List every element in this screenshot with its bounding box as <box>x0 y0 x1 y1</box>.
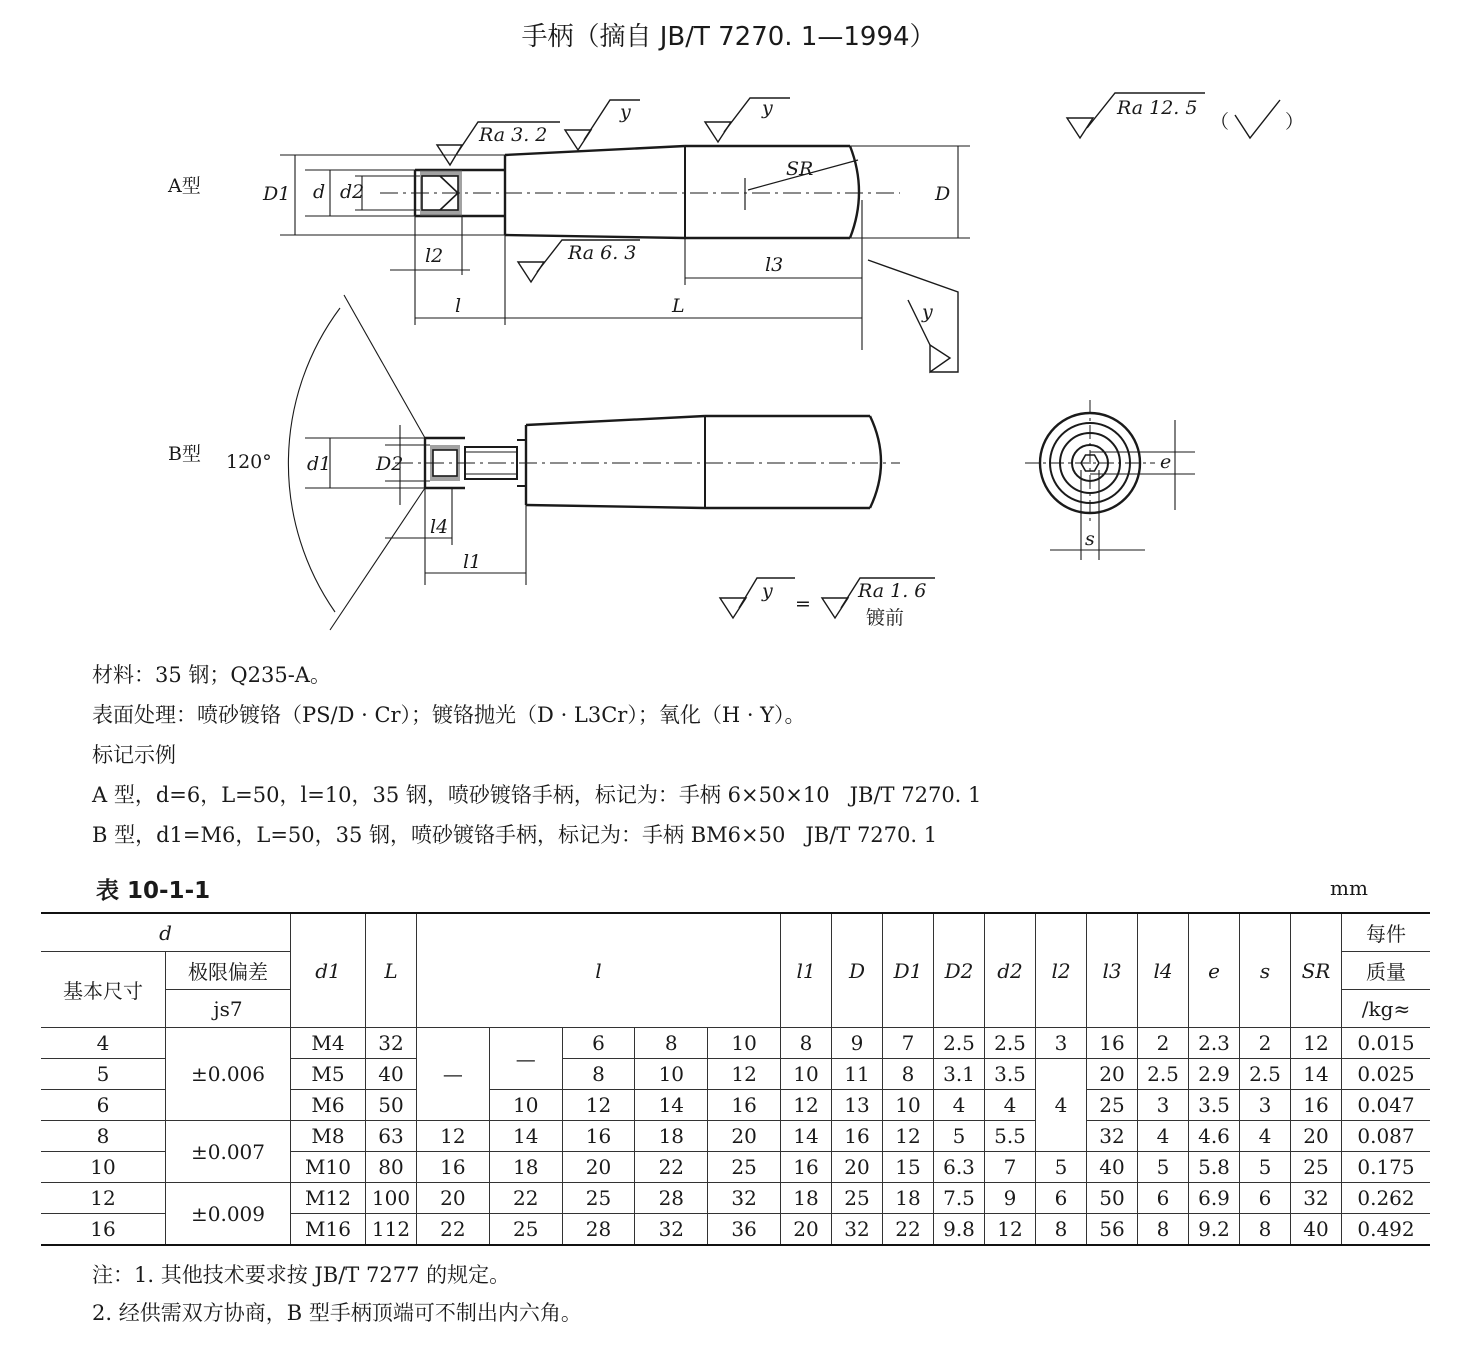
header-mass-3: /kg≈ <box>1342 990 1431 1028</box>
table-cell: 16 <box>708 1090 781 1121</box>
table-cell: 32 <box>832 1214 883 1246</box>
table-cell: 12 <box>1291 1028 1342 1059</box>
table-row <box>41 1121 1430 1152</box>
table-cell: 5 <box>934 1121 985 1152</box>
table-title: 表 10-1-1 <box>96 878 211 904</box>
header-tolerance: 极限偏差 <box>166 952 291 990</box>
table-cell: M5 <box>291 1059 366 1090</box>
table-cell: 22 <box>489 1183 562 1214</box>
table-cell: 25 <box>1087 1090 1138 1121</box>
dim-d2: d2 <box>340 181 365 203</box>
table-cell: 28 <box>562 1214 635 1246</box>
roughness-ra125: Ra 12. 5 <box>1117 97 1198 119</box>
table-cell: M10 <box>291 1152 366 1183</box>
dim-l: l <box>455 295 462 317</box>
header-SR: SR <box>1291 913 1342 1028</box>
header-L: L <box>366 913 417 1028</box>
table-cell: 8 <box>41 1121 166 1152</box>
table-cell: 2 <box>1240 1028 1291 1059</box>
type-b-label: B型 <box>168 443 201 465</box>
table-cell: 12 <box>562 1090 635 1121</box>
table-cell: 7.5 <box>934 1183 985 1214</box>
table-cell: 5.5 <box>985 1121 1036 1152</box>
footnote-2: 2. 经供需双方协商，B 型手柄顶端可不制出内六角。 <box>92 1301 582 1325</box>
type-b-handle-outline <box>395 416 900 508</box>
table-cell: 2.9 <box>1189 1059 1240 1090</box>
table-cell: 0.262 <box>1342 1183 1431 1214</box>
tol-cell: ±0.009 <box>166 1183 291 1246</box>
table-cell: 12 <box>781 1090 832 1121</box>
table-cell: 22 <box>883 1214 934 1246</box>
table-cell: 20 <box>562 1152 635 1183</box>
table-cell: 8 <box>562 1059 635 1090</box>
table-row <box>41 1028 1430 1059</box>
table-cell: 6 <box>1240 1183 1291 1214</box>
table-cell: 9.8 <box>934 1214 985 1246</box>
table-cell: 8 <box>883 1059 934 1090</box>
dim-e: e <box>1160 451 1172 473</box>
table-cell: 20 <box>832 1152 883 1183</box>
table-cell: 20 <box>1291 1121 1342 1152</box>
table-cell: 5 <box>1036 1152 1087 1183</box>
header-d2: d2 <box>985 913 1036 1028</box>
dim-D2: D2 <box>376 453 404 475</box>
dim-D: D <box>935 183 951 205</box>
header-mass-1: 每件 <box>1342 913 1431 952</box>
notes-block <box>92 655 981 855</box>
surface-note: 表面处理：喷砂镀铬（PS/D · Cr）；镀铬抛光（D · L3Cr）；氧化（H · Y）。 <box>92 703 806 727</box>
table-cell: 4 <box>1240 1121 1291 1152</box>
table-cell: 16 <box>417 1152 490 1183</box>
header-l3: l3 <box>1087 913 1138 1028</box>
table-cell: 10 <box>41 1152 166 1183</box>
table-cell: 50 <box>366 1090 417 1121</box>
paren-open: （ <box>1210 111 1230 133</box>
table-cell: 20 <box>708 1121 781 1152</box>
dim-L: L <box>672 295 685 317</box>
dim-l3: l3 <box>765 254 784 276</box>
roughness-ra63: Ra 6. 3 <box>568 242 637 264</box>
dim-l1: l1 <box>463 551 482 573</box>
table-cell: M16 <box>291 1214 366 1246</box>
table-cell: 16 <box>1291 1090 1342 1121</box>
header-l1: l1 <box>781 913 832 1028</box>
table-cell: 12 <box>41 1183 166 1214</box>
table-cell: 10 <box>708 1028 781 1059</box>
table-cell: 3.1 <box>934 1059 985 1090</box>
table-row <box>41 1183 1430 1214</box>
table-cell: 2.5 <box>1240 1059 1291 1090</box>
table-cell: 16 <box>41 1214 166 1246</box>
table-cell: 7 <box>883 1028 934 1059</box>
table-cell: 8 <box>635 1028 708 1059</box>
table-unit: mm <box>1330 876 1368 900</box>
table-cell: 5 <box>41 1059 166 1090</box>
table-cell: 13 <box>832 1090 883 1121</box>
table-cell: 15 <box>883 1152 934 1183</box>
before-plating-label: 镀前 <box>866 607 905 629</box>
table-cell: 0.025 <box>1342 1059 1431 1090</box>
tol-cell: ±0.007 <box>166 1121 291 1183</box>
table-cell: 3.5 <box>985 1059 1036 1090</box>
table-cell: 10 <box>883 1090 934 1121</box>
table-cell: 4.6 <box>1189 1121 1240 1152</box>
roughness-y-2: y <box>762 97 773 119</box>
table-cell: 8 <box>1138 1214 1189 1246</box>
table-cell: 56 <box>1087 1214 1138 1246</box>
footnote-1: 注：1. 其他技术要求按 JB/T 7277 的规定。 <box>92 1263 511 1287</box>
table-cell: 28 <box>635 1183 708 1214</box>
table-cell: 14 <box>1291 1059 1342 1090</box>
dim-SR: SR <box>786 158 814 180</box>
table-cell: 0.492 <box>1342 1214 1431 1246</box>
table-cell: M6 <box>291 1090 366 1121</box>
table-cell: 18 <box>635 1121 708 1152</box>
roughness-ra32: Ra 3. 2 <box>479 124 548 146</box>
table-cell: 16 <box>781 1152 832 1183</box>
table-cell: 5.8 <box>1189 1152 1240 1183</box>
table-cell: 14 <box>489 1121 562 1152</box>
header-D: D <box>832 913 883 1028</box>
table-cell: 2.5 <box>1138 1059 1189 1090</box>
table-cell: 6 <box>1138 1183 1189 1214</box>
technical-drawing <box>0 60 1457 650</box>
material-note: 材料：35 钢；Q235-A。 <box>92 663 331 687</box>
table-cell: 80 <box>366 1152 417 1183</box>
table-cell: 4 <box>934 1090 985 1121</box>
table-cell: 25 <box>489 1214 562 1246</box>
header-l2: l2 <box>1036 913 1087 1028</box>
table-cell: 12 <box>883 1121 934 1152</box>
paren-close: ） <box>1285 111 1305 133</box>
table-cell: 3 <box>1240 1090 1291 1121</box>
roughness-ra16: Ra 1. 6 <box>858 580 927 602</box>
table-cell: 32 <box>635 1214 708 1246</box>
dash-cell: — <box>417 1028 490 1121</box>
table-cell: 6.3 <box>934 1152 985 1183</box>
table-cell: 6.9 <box>1189 1183 1240 1214</box>
table-cell: 6 <box>562 1028 635 1059</box>
header-d1: d1 <box>291 913 366 1028</box>
table-cell: 112 <box>366 1214 417 1246</box>
table-cell: 7 <box>985 1152 1036 1183</box>
table-cell: 10 <box>489 1090 562 1121</box>
table-cell: 32 <box>1087 1121 1138 1152</box>
table-cell: 100 <box>366 1183 417 1214</box>
table-cell: 8 <box>1036 1214 1087 1246</box>
table-cell: 10 <box>781 1059 832 1090</box>
header-D2: D2 <box>934 913 985 1028</box>
header-D1: D1 <box>883 913 934 1028</box>
table-cell: 5 <box>1138 1152 1189 1183</box>
table-cell: 2.5 <box>985 1028 1036 1059</box>
table-cell: M4 <box>291 1028 366 1059</box>
dim-l4: l4 <box>430 516 449 538</box>
table-cell: 25 <box>708 1152 781 1183</box>
table-cell: 9 <box>985 1183 1036 1214</box>
table-cell: M8 <box>291 1121 366 1152</box>
marking-example-a: A 型，d=6，L=50，l=10，35 钢，喷砂镀铬手柄，标记为：手柄 6×50×10 JB/T 7270. 1 <box>92 783 982 807</box>
table-cell: 22 <box>417 1214 490 1246</box>
table-cell: 32 <box>366 1028 417 1059</box>
table-cell: 3.5 <box>1189 1090 1240 1121</box>
table-cell: 2.3 <box>1189 1028 1240 1059</box>
table-cell: 0.175 <box>1342 1152 1431 1183</box>
angle-label: 120° <box>226 451 272 473</box>
footnotes <box>92 1256 582 1332</box>
header-l4: l4 <box>1138 913 1189 1028</box>
marking-example-b: B 型，d1=M6，L=50，35 钢，喷砂镀铬手柄，标记为：手柄 BM6×50 JB/T 7270. 1 <box>92 823 938 847</box>
header-l: l <box>417 913 781 1028</box>
table-cell: 20 <box>1087 1059 1138 1090</box>
dim-D1: D1 <box>263 183 291 205</box>
table-cell: 20 <box>781 1214 832 1246</box>
table-cell: 14 <box>635 1090 708 1121</box>
table-cell: 4 <box>1138 1121 1189 1152</box>
table-cell: 8 <box>781 1028 832 1059</box>
table-cell: 6 <box>41 1090 166 1121</box>
table-cell: 63 <box>366 1121 417 1152</box>
roughness-y-1: y <box>620 101 631 123</box>
table-cell: 25 <box>562 1183 635 1214</box>
table-cell: 0.087 <box>1342 1121 1431 1152</box>
header-d: d <box>41 913 291 952</box>
table-cell: 6 <box>1036 1183 1087 1214</box>
dim-d: d <box>313 181 326 203</box>
table-cell: 22 <box>635 1152 708 1183</box>
table-cell: 40 <box>1087 1152 1138 1183</box>
table-cell: 10 <box>635 1059 708 1090</box>
table-cell: 18 <box>883 1183 934 1214</box>
roughness-y-3: y <box>922 301 933 323</box>
header-s: s <box>1240 913 1291 1028</box>
table-cell: 12 <box>417 1121 490 1152</box>
dash-cell: — <box>489 1028 562 1090</box>
spec-table <box>41 912 1430 1246</box>
table-cell: 9 <box>832 1028 883 1059</box>
table-cell: 5 <box>1240 1152 1291 1183</box>
table-cell: 50 <box>1087 1183 1138 1214</box>
header-mass-2: 质量 <box>1342 952 1431 990</box>
table-cell: 25 <box>1291 1152 1342 1183</box>
table-cell: 0.047 <box>1342 1090 1431 1121</box>
table-cell: 3 <box>1036 1028 1087 1059</box>
l2-merged-cell: 4 <box>1036 1059 1087 1152</box>
table-cell: 14 <box>781 1121 832 1152</box>
marking-title: 标记示例 <box>92 743 176 767</box>
roughness-y-4: y <box>762 580 773 602</box>
dim-s: s <box>1085 528 1095 550</box>
table-cell: 32 <box>1291 1183 1342 1214</box>
end-view <box>1025 400 1195 560</box>
table-cell: 2.5 <box>934 1028 985 1059</box>
table-cell: 40 <box>1291 1214 1342 1246</box>
table-cell: 16 <box>562 1121 635 1152</box>
table-cell: M12 <box>291 1183 366 1214</box>
table-cell: 20 <box>417 1183 490 1214</box>
type-a-handle-outline <box>380 146 900 238</box>
page-title: 手柄（摘自 JB/T 7270. 1—1994） <box>521 22 936 52</box>
dim-l2: l2 <box>425 245 444 267</box>
table-cell: 25 <box>832 1183 883 1214</box>
header-js7: js7 <box>166 990 291 1028</box>
table-cell: 2 <box>1138 1028 1189 1059</box>
table-cell: 12 <box>985 1214 1036 1246</box>
header-basic-size: 基本尺寸 <box>41 952 166 1028</box>
header-e: e <box>1189 913 1240 1028</box>
table-cell: 32 <box>708 1183 781 1214</box>
tol-cell: ±0.006 <box>166 1028 291 1121</box>
table-cell: 16 <box>832 1121 883 1152</box>
dim-d1: d1 <box>307 453 332 475</box>
table-cell: 16 <box>1087 1028 1138 1059</box>
table-cell: 3 <box>1138 1090 1189 1121</box>
table-cell: 0.015 <box>1342 1028 1431 1059</box>
table-cell: 11 <box>832 1059 883 1090</box>
table-cell: 9.2 <box>1189 1214 1240 1246</box>
table-cell: 36 <box>708 1214 781 1246</box>
table-cell: 40 <box>366 1059 417 1090</box>
table-cell: 18 <box>489 1152 562 1183</box>
equals-sign: = <box>795 593 811 615</box>
type-a-label: A型 <box>168 175 201 197</box>
roughness-symbols <box>437 93 1280 618</box>
table-cell: 8 <box>1240 1214 1291 1246</box>
table-cell: 4 <box>985 1090 1036 1121</box>
table-cell: 4 <box>41 1028 166 1059</box>
table-cell: 18 <box>781 1183 832 1214</box>
table-cell: 12 <box>708 1059 781 1090</box>
